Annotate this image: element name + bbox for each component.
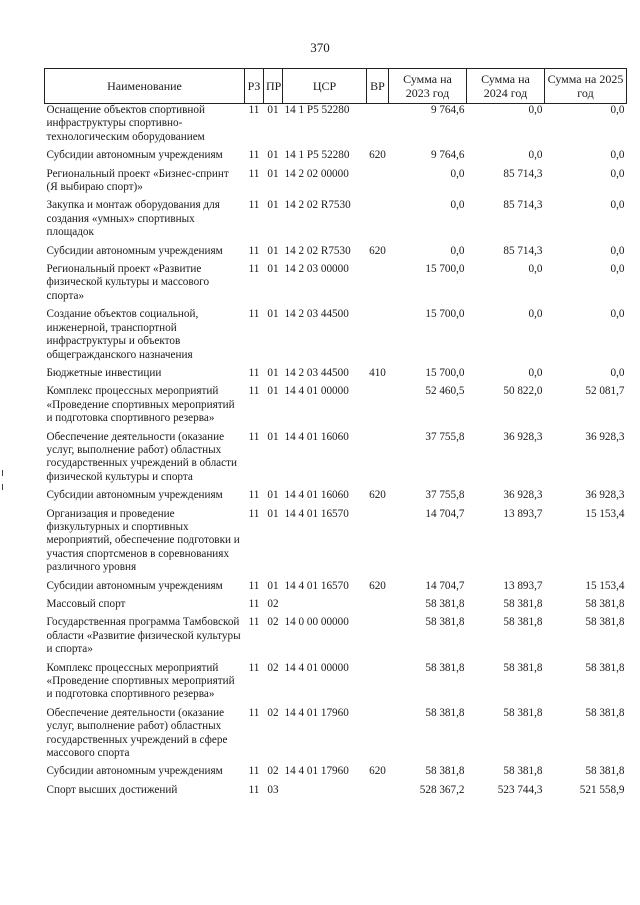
table-row	[45, 149, 627, 167]
cell-pr: 01	[267, 149, 279, 162]
cell-sum-2025: 0,0	[610, 366, 625, 379]
cell-csr: 14 2 02 R7530	[284, 244, 351, 257]
table-row	[45, 308, 627, 367]
cell-csr: 14 4 01 00000	[284, 661, 349, 674]
cell-csr: 14 4 01 00000	[284, 385, 349, 398]
cell-sum-2024: 36 928,3	[503, 430, 543, 443]
cell-rz: 11	[248, 706, 260, 719]
cell-rz: 11	[248, 616, 260, 629]
cell-pr: 01	[267, 199, 279, 212]
cell-sum-2025: 58 381,8	[585, 598, 625, 610]
cell-sum-2023: 9 764,6	[430, 104, 465, 116]
cell-sum-2025: 58 381,8	[585, 706, 625, 719]
cell-rz: 11	[248, 385, 260, 398]
cell-sum-2024: 85 714,3	[503, 244, 543, 257]
cell-sum-2023: 58 381,8	[425, 661, 465, 674]
cell-sum-2023: 58 381,8	[425, 616, 465, 629]
cell-name: Оснащение объектов спортивной инфраструктуры спортивно-технологическим оборудованием	[46, 104, 205, 143]
cell-vr	[367, 662, 389, 707]
cell-pr: 01	[267, 104, 279, 116]
cell-name: Субсидии автономным учреждениям	[46, 149, 223, 162]
cell-csr: 14 2 03 00000	[284, 263, 349, 276]
cell-sum-2024: 58 381,8	[503, 616, 543, 629]
table-row	[45, 263, 627, 308]
header-vr: ВР	[367, 69, 389, 104]
table-row	[45, 199, 627, 244]
cell-sum-2023: 0,0	[450, 199, 465, 212]
cell-pr: 02	[267, 598, 279, 610]
cell-pr: 01	[267, 263, 279, 276]
cell-pr: 01	[267, 489, 279, 502]
cell-sum-2023: 58 381,8	[425, 765, 465, 778]
cell-sum-2025: 0,0	[610, 167, 625, 180]
header-name: Наименование	[45, 69, 245, 104]
cell-sum-2023: 37 755,8	[425, 430, 465, 443]
cell-vr	[367, 598, 389, 616]
table-row	[45, 508, 627, 580]
table-row	[45, 245, 627, 263]
cell-sum-2024: 58 381,8	[503, 765, 543, 778]
cell-pr: 01	[267, 507, 279, 520]
cell-csr: 14 0 00 00000	[284, 616, 349, 629]
cell-rz: 11	[248, 199, 260, 212]
cell-name: Организация и проведение физкультурных и спортивных мероприятий, обеспечение подготовки и участия спортсменов в соревнованиях различного уровня	[46, 507, 240, 574]
cell-vr: 620	[369, 579, 386, 592]
cell-name: Субсидии автономным учреждениям	[46, 489, 223, 502]
cell-pr: 01	[267, 385, 279, 398]
table-row	[45, 765, 627, 783]
table-row	[45, 385, 627, 430]
cell-vr	[367, 104, 389, 150]
cell-sum-2023: 15 700,0	[425, 308, 465, 321]
cell-name: Субсидии автономным учреждениям	[46, 765, 223, 778]
cell-csr	[283, 598, 367, 616]
cell-sum-2024: 36 928,3	[503, 489, 543, 502]
cell-csr: 14 2 02 R7530	[284, 199, 351, 212]
cell-sum-2024: 85 714,3	[503, 167, 543, 180]
cell-rz: 11	[248, 598, 260, 610]
table-row	[45, 784, 627, 802]
cell-pr: 02	[267, 765, 279, 778]
cell-sum-2023: 15 700,0	[425, 366, 465, 379]
page-number: 370	[310, 40, 330, 55]
cell-rz: 11	[248, 661, 260, 674]
table-row	[45, 616, 627, 661]
cell-name: Субсидии автономным учреждениям	[46, 244, 223, 257]
cell-sum-2023: 0,0	[450, 244, 465, 257]
cell-name: Государственная программа Тамбовской области «Развитие физической культуры и спорта»	[46, 616, 241, 656]
cell-vr: 620	[369, 489, 386, 502]
cell-name: Комплекс процессных мероприятий «Проведение спортивных мероприятий и подготовка спортивного резерва»	[46, 661, 235, 701]
cell-pr: 01	[267, 579, 279, 592]
cell-name: Обеспечение деятельности (оказание услуг, выполнение работ) областных государственных учреждений в сфере массового спорта	[46, 706, 228, 760]
cell-name: Закупка и монтаж оборудования для создания «умных» спортивных площадок	[46, 199, 220, 239]
table-row	[45, 431, 627, 490]
cell-sum-2025: 52 081,7	[585, 385, 625, 398]
cell-csr: 14 4 01 16570	[284, 507, 349, 520]
cell-csr: 14 2 03 44500	[284, 366, 349, 379]
cell-csr	[283, 784, 367, 802]
cell-sum-2024: 50 822,0	[503, 385, 543, 398]
cell-sum-2025: 36 928,3	[585, 430, 625, 443]
table-row	[45, 367, 627, 385]
cell-sum-2023: 14 704,7	[425, 507, 465, 520]
cell-rz: 11	[248, 263, 260, 276]
cell-sum-2023: 15 700,0	[425, 263, 465, 276]
cell-sum-2024: 0,0	[528, 149, 543, 162]
cell-vr	[367, 385, 389, 430]
table-row	[45, 662, 627, 707]
cell-sum-2023: 528 367,2	[419, 783, 465, 796]
cell-csr: 14 2 02 00000	[284, 167, 349, 180]
header-pr: ПР	[264, 69, 283, 104]
header-csr: ЦСР	[283, 69, 367, 104]
header-sum-2023: Сумма на 2023 год	[389, 69, 467, 104]
cell-sum-2024: 85 714,3	[503, 199, 543, 212]
cell-rz: 11	[248, 430, 260, 443]
cell-vr	[367, 263, 389, 308]
cell-sum-2023: 58 381,8	[425, 706, 465, 719]
cell-rz: 11	[248, 507, 260, 520]
table-row	[45, 104, 627, 150]
cell-sum-2024: 0,0	[528, 308, 543, 321]
cell-vr	[367, 199, 389, 244]
scan-artifact	[2, 470, 3, 476]
cell-name: Обеспечение деятельности (оказание услуг, выполнение работ) областных государственных учреждений в области физической культуры и спорта	[46, 430, 237, 483]
cell-csr: 14 4 01 17960	[284, 765, 349, 778]
cell-sum-2025: 58 381,8	[585, 616, 625, 629]
cell-sum-2024: 58 381,8	[503, 661, 543, 674]
cell-vr	[367, 707, 389, 766]
cell-name: Создание объектов социальной, инженерной, транспортной инфраструктуры и объектов общегражданского назначения	[46, 308, 199, 361]
table-row	[45, 168, 627, 200]
cell-pr: 01	[267, 167, 279, 180]
cell-pr: 02	[267, 661, 279, 674]
cell-vr	[367, 308, 389, 367]
cell-vr: 410	[369, 366, 386, 379]
cell-sum-2023: 52 460,5	[425, 385, 465, 398]
cell-name: Массовый спорт	[46, 598, 126, 610]
cell-pr: 02	[267, 706, 279, 719]
cell-sum-2024: 13 893,7	[503, 507, 543, 520]
table-row	[45, 489, 627, 507]
cell-vr	[367, 508, 389, 580]
cell-name: Региональный проект «Бизнес-спринт (Я выбираю спорт)»	[46, 167, 229, 194]
cell-rz: 11	[248, 579, 260, 592]
table-header	[45, 69, 627, 104]
cell-name: Бюджетные инвестиции	[46, 366, 162, 379]
cell-rz: 11	[248, 167, 260, 180]
cell-csr: 14 4 01 16570	[284, 579, 349, 592]
cell-rz: 11	[248, 765, 260, 778]
cell-sum-2025: 0,0	[610, 199, 625, 212]
cell-rz: 11	[248, 104, 260, 116]
cell-csr: 14 4 01 16060	[284, 489, 349, 502]
header-rz: РЗ	[245, 69, 264, 104]
cell-sum-2023: 0,0	[450, 167, 465, 180]
table-body	[45, 104, 627, 803]
cell-name: Спорт высших достижений	[46, 783, 178, 796]
cell-pr: 01	[267, 366, 279, 379]
cell-vr: 620	[369, 149, 386, 162]
cell-vr: 620	[369, 765, 386, 778]
cell-sum-2024: 0,0	[528, 263, 543, 276]
cell-sum-2025: 0,0	[610, 149, 625, 162]
cell-csr: 14 4 01 17960	[284, 706, 349, 719]
cell-rz: 11	[248, 308, 260, 321]
cell-pr: 02	[267, 616, 279, 629]
cell-rz: 11	[248, 366, 260, 379]
scan-artifact	[2, 484, 3, 490]
cell-sum-2025: 58 381,8	[585, 661, 625, 674]
cell-sum-2025: 0,0	[610, 263, 625, 276]
header-sum-2024: Сумма на 2024 год	[467, 69, 545, 104]
cell-sum-2025: 0,0	[610, 308, 625, 321]
cell-sum-2023: 14 704,7	[425, 579, 465, 592]
cell-sum-2024: 0,0	[528, 104, 543, 116]
header-sum-2025: Сумма на 2025 год	[545, 69, 627, 104]
cell-rz: 11	[248, 149, 260, 162]
cell-vr	[367, 784, 389, 802]
cell-name: Региональный проект «Развитие физической культуры и массового спорта»	[46, 263, 210, 302]
cell-pr: 01	[267, 308, 279, 321]
cell-name: Комплекс процессных мероприятий «Проведение спортивных мероприятий и подготовка спортивного резерва»	[46, 385, 235, 425]
cell-sum-2025: 0,0	[610, 104, 625, 116]
cell-rz: 11	[248, 244, 260, 257]
cell-vr	[367, 431, 389, 490]
cell-sum-2025: 58 381,8	[585, 765, 625, 778]
table-row	[45, 598, 627, 616]
cell-vr: 620	[369, 244, 386, 257]
cell-csr: 14 1 P5 52280	[284, 149, 350, 162]
cell-rz: 11	[248, 783, 260, 796]
cell-sum-2024: 58 381,8	[503, 598, 543, 610]
table-row	[45, 580, 627, 598]
cell-pr: 03	[267, 783, 279, 796]
cell-sum-2025: 15 153,4	[585, 507, 625, 520]
cell-sum-2024: 13 893,7	[503, 579, 543, 592]
cell-name: Субсидии автономным учреждениям	[46, 579, 223, 592]
cell-rz: 11	[248, 489, 260, 502]
cell-vr	[367, 616, 389, 661]
cell-sum-2023: 58 381,8	[425, 598, 465, 610]
cell-sum-2023: 37 755,8	[425, 489, 465, 502]
cell-vr	[367, 168, 389, 200]
cell-sum-2025: 36 928,3	[585, 489, 625, 502]
table-row	[45, 707, 627, 766]
budget-table	[44, 68, 627, 802]
cell-sum-2024: 0,0	[528, 366, 543, 379]
cell-csr: 14 1 P5 52280	[284, 104, 350, 116]
cell-sum-2025: 0,0	[610, 244, 625, 257]
cell-csr: 14 4 01 16060	[284, 430, 349, 443]
cell-sum-2025: 15 153,4	[585, 579, 625, 592]
cell-csr: 14 2 03 44500	[284, 308, 349, 321]
cell-sum-2024: 523 744,3	[497, 783, 543, 796]
cell-pr: 01	[267, 244, 279, 257]
cell-pr: 01	[267, 430, 279, 443]
cell-sum-2025: 521 558,9	[579, 783, 625, 796]
cell-sum-2023: 9 764,6	[430, 149, 465, 162]
cell-sum-2024: 58 381,8	[503, 706, 543, 719]
